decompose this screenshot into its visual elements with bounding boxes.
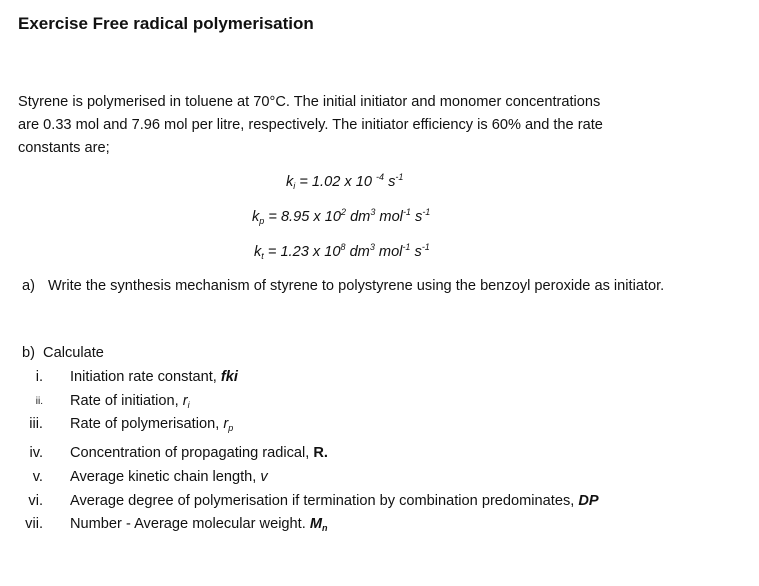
intro-line: are 0.33 mol and 7.96 mol per litre, respectively. The initiator efficiency is 60% and the rate (18, 117, 603, 133)
item-number: iv. (29, 445, 43, 461)
intro-line: Styrene is polymerised in toluene at 70°C. The initial initiator and monomer concentrations (18, 94, 601, 110)
item-number: vii. (25, 516, 43, 532)
constant-kt: $k_t = 1.23$ x $10^8$ $dm^3$ mol$^{-1}$ $s^{-1}$ (254, 242, 430, 261)
item-number: i. (35, 369, 43, 385)
question-a-label: a) (22, 278, 35, 294)
page-title: Exercise Free radical polymerisation (18, 14, 314, 33)
item-number: iii. (29, 416, 43, 432)
constant-ki: $k_i = 1.02$ x 10 $^{-4}$ $s^{-1}$ (286, 172, 404, 191)
intro-line: constants are; (18, 140, 110, 156)
question-b-title: Calculate (43, 345, 104, 361)
question-b-label: b) (22, 345, 35, 361)
question-a (22, 275, 665, 298)
question-a-text: Write the synthesis mechanism of styrene to polystyrene using the benzoyl peroxide as initiator. (48, 278, 665, 294)
item-number: ii. (35, 396, 43, 407)
item-number: v. (32, 469, 43, 485)
question-b-heading (22, 345, 104, 361)
constant-kp: $k_p = 8.95$ x $10^2$ $dm^3$ mol$^{-1}$ $s^{-1}$ (252, 207, 431, 226)
intro-paragraph (18, 91, 738, 160)
item-number: vi. (28, 493, 43, 509)
